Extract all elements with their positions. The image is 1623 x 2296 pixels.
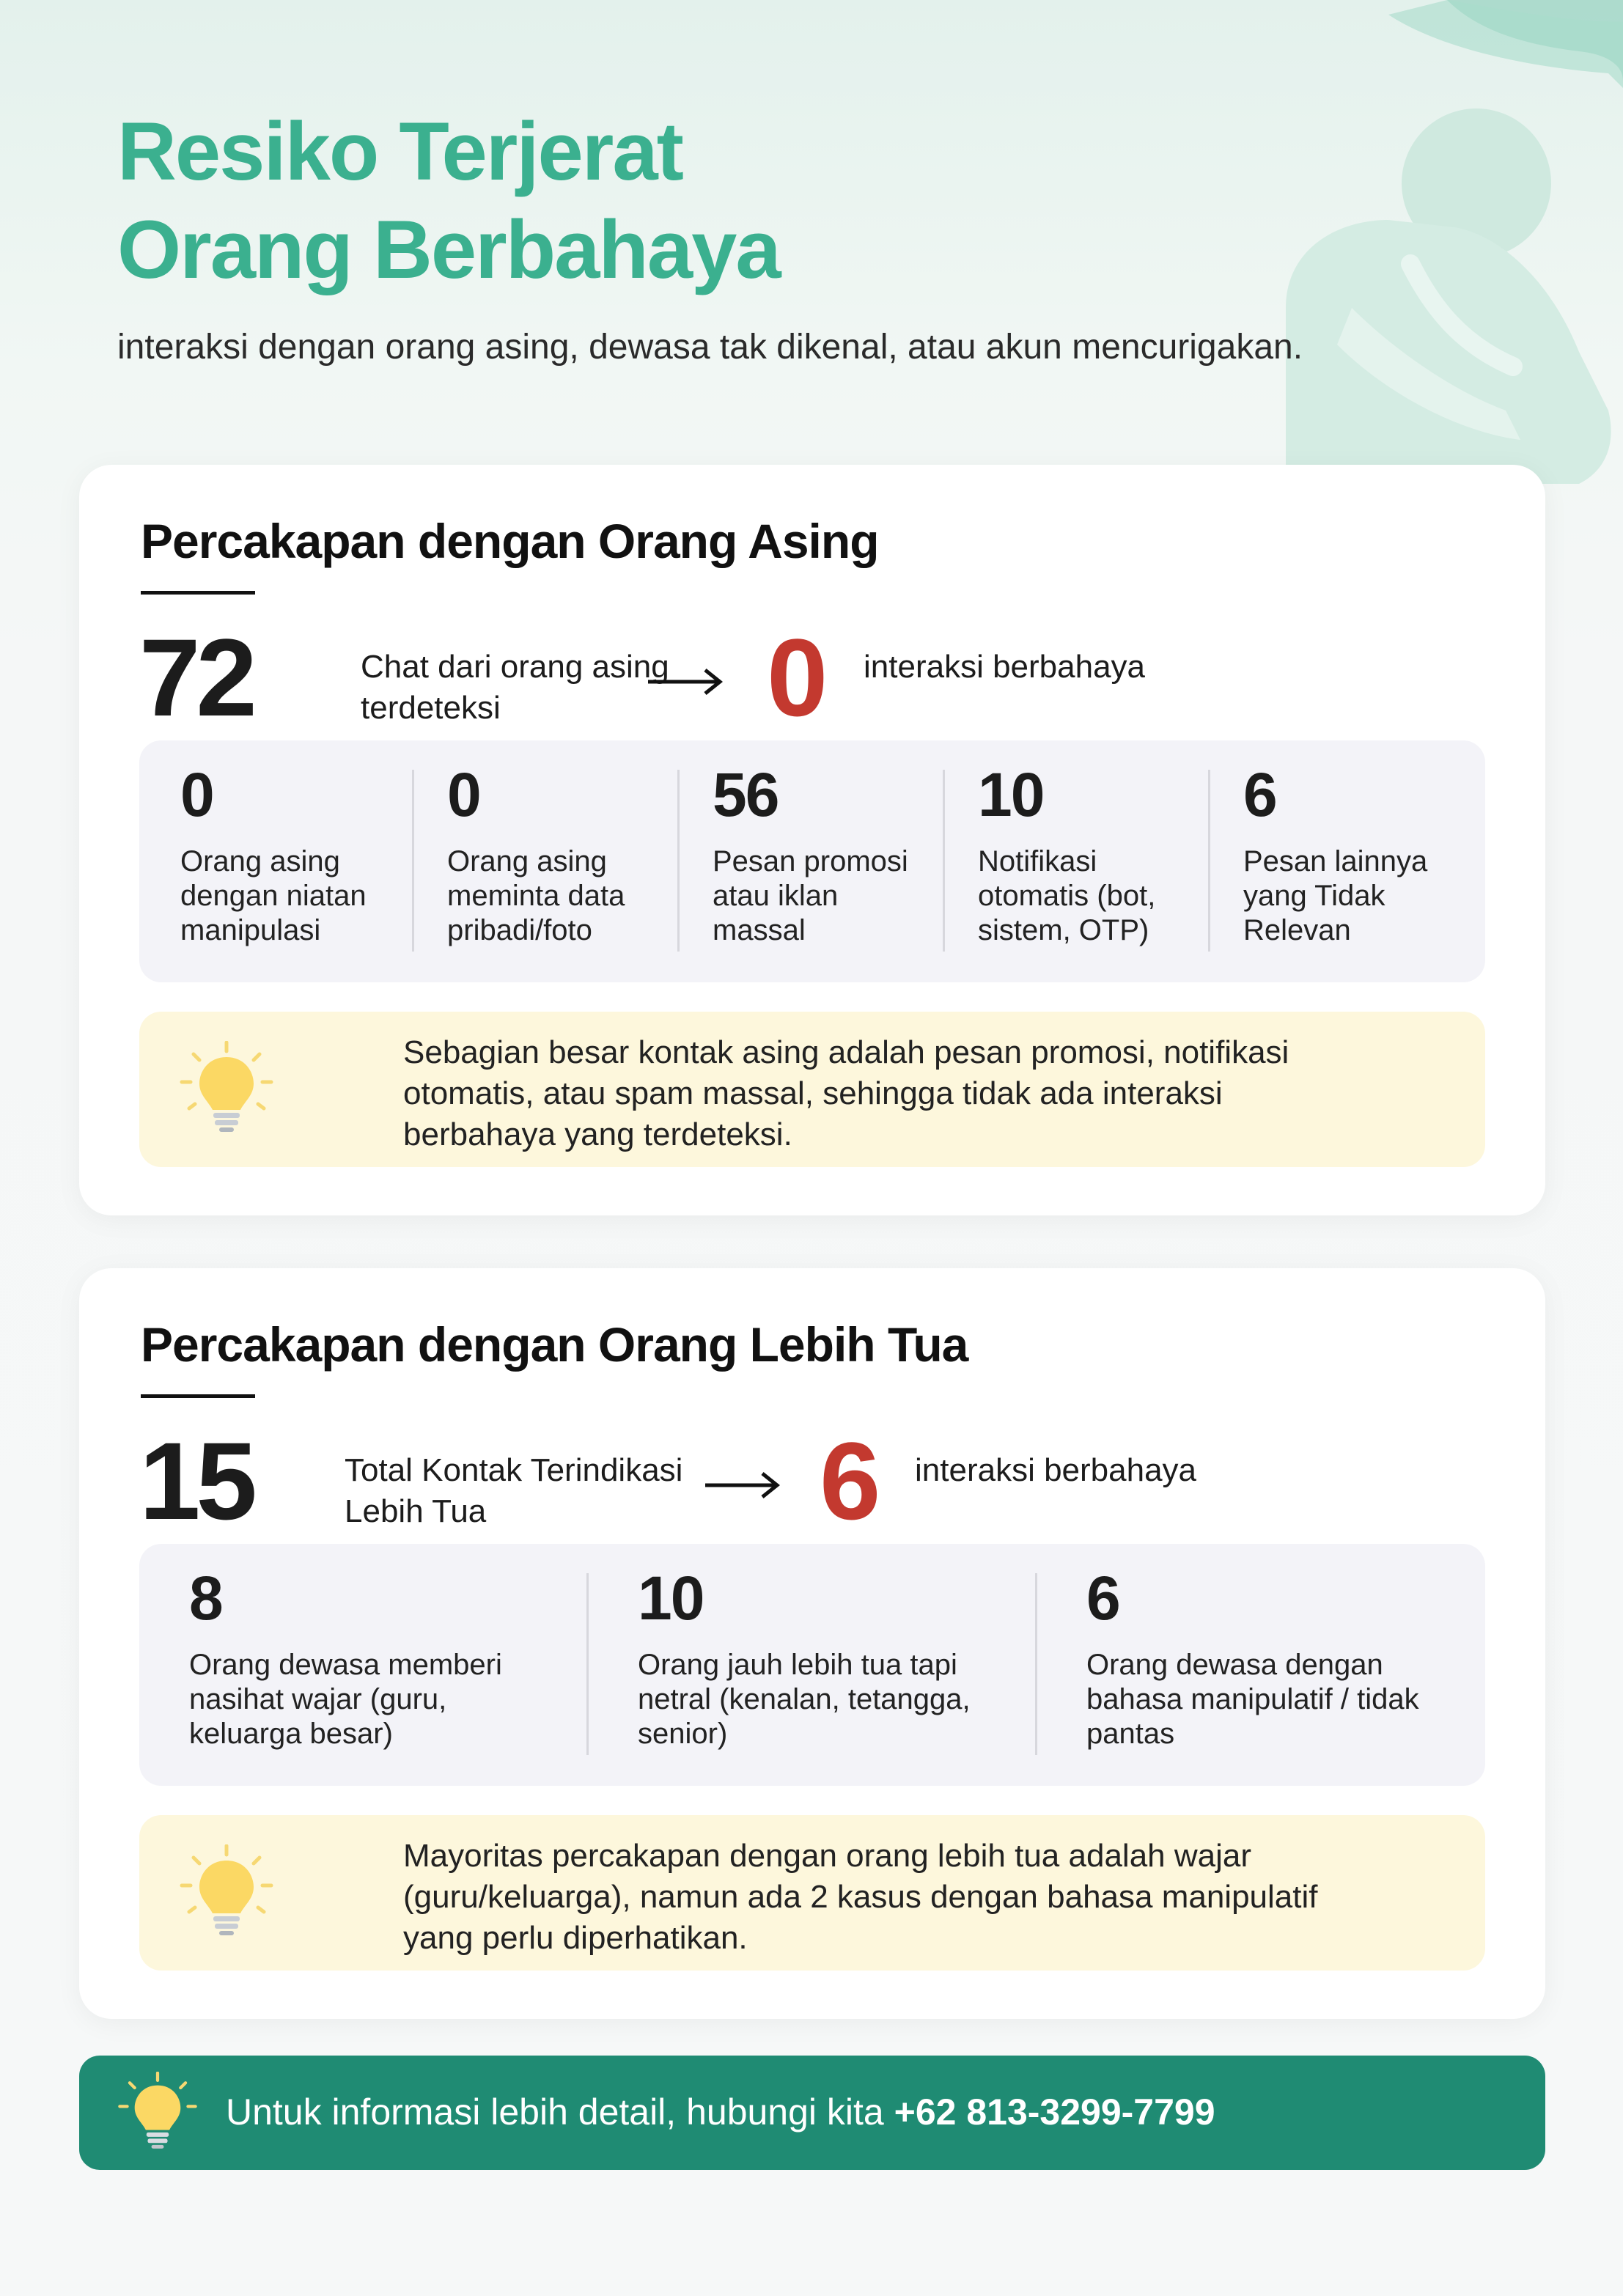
page-title-line2: Orang Berbahaya bbox=[117, 204, 780, 295]
stat-label: Pesan lainnya yang Tidak Relevan bbox=[1243, 845, 1428, 946]
arrow-right-icon bbox=[704, 1471, 780, 1500]
page-subtitle: interaksi dengan orang asing, dewasa tak dikenal, atau akun mencurigakan. bbox=[117, 328, 1303, 367]
stat-label: Orang jauh lebih tua tapi netral (kenalan, tetangga, senior) bbox=[638, 1649, 971, 1750]
stat-value: 10 bbox=[638, 1564, 704, 1633]
stat-divider bbox=[1035, 1573, 1037, 1755]
total-count: 72 bbox=[139, 616, 253, 739]
stat-value: 0 bbox=[447, 760, 480, 829]
header bbox=[117, 103, 1510, 367]
contact-phone-link[interactable]: +62 813-3299-7799 bbox=[894, 2091, 1215, 2133]
stat-label: Pesan promosi atau iklan massal bbox=[713, 845, 908, 946]
stat-value: 6 bbox=[1086, 1564, 1119, 1633]
total-count: 15 bbox=[139, 1419, 253, 1542]
summary-row bbox=[139, 611, 1459, 743]
summary-row bbox=[139, 1415, 1459, 1547]
title-underline bbox=[141, 1394, 255, 1398]
stat-label: Orang asing dengan niatan manipulasi bbox=[180, 845, 367, 946]
insight-box bbox=[139, 1815, 1485, 1971]
stat-value: 6 bbox=[1243, 760, 1276, 829]
lightbulb-icon bbox=[179, 1844, 274, 1940]
total-label: Chat dari orang asing terdeteksi bbox=[361, 649, 669, 726]
stat-value: 0 bbox=[180, 760, 213, 829]
stat-value: 8 bbox=[189, 1564, 222, 1633]
page-title bbox=[117, 103, 1510, 299]
stat-item bbox=[148, 1544, 588, 1786]
stat-item bbox=[139, 740, 406, 982]
page-title-line1: Resiko Terjerat bbox=[117, 106, 682, 197]
stat-item bbox=[597, 1544, 1037, 1786]
contact-banner bbox=[79, 2056, 1545, 2170]
contact-text bbox=[226, 2091, 1215, 2133]
stat-item bbox=[406, 740, 673, 982]
section-title: Percakapan dengan Orang Lebih Tua bbox=[141, 1317, 968, 1372]
stat-item bbox=[1045, 1544, 1485, 1786]
stat-divider bbox=[586, 1573, 589, 1755]
arrow-right-icon bbox=[647, 667, 723, 696]
insight-text: Mayoritas percakapan dengan orang lebih tua adalah wajar (guru/keluarga), namun ada 2 kasus dengan bahasa manipulatif yang perlu diperhatikan. bbox=[403, 1838, 1318, 1956]
insight-text: Sebagian besar kontak asing adalah pesan promosi, notifikasi otomatis, atau spam massal, sehingga tidak ada interaksi berbahaya yang terdeteksi. bbox=[403, 1034, 1289, 1152]
dangerous-count: 0 bbox=[767, 616, 824, 739]
stat-value: 10 bbox=[978, 760, 1044, 829]
section-title: Percakapan dengan Orang Asing bbox=[141, 514, 879, 568]
lightbulb-icon bbox=[179, 1041, 274, 1136]
dangerous-count: 6 bbox=[820, 1419, 877, 1542]
total-label: Total Kontak Terindikasi Lebih Tua bbox=[345, 1452, 683, 1529]
stat-label: Orang dewasa memberi nasihat wajar (guru, keluarga besar) bbox=[189, 1649, 502, 1750]
stat-item bbox=[671, 740, 938, 982]
stat-item bbox=[1202, 740, 1485, 982]
insight-box bbox=[139, 1012, 1485, 1167]
title-underline bbox=[141, 591, 255, 595]
older-people-section-card bbox=[79, 1268, 1545, 2019]
dangerous-label: interaksi berbahaya bbox=[915, 1452, 1197, 1488]
stat-item bbox=[937, 740, 1204, 982]
contact-label: Untuk informasi lebih detail, hubungi kita bbox=[226, 2091, 894, 2133]
stat-label: Notifikasi otomatis (bot, sistem, OTP) bbox=[978, 845, 1156, 946]
stat-value: 56 bbox=[713, 760, 779, 829]
stranger-section-card bbox=[79, 465, 1545, 1215]
stats-panel bbox=[139, 1544, 1485, 1786]
stat-label: Orang dewasa dengan bahasa manipulatif / tidak pantas bbox=[1086, 1649, 1419, 1750]
stat-label: Orang asing meminta data pribadi/foto bbox=[447, 845, 625, 946]
lightbulb-icon bbox=[117, 2072, 198, 2152]
dangerous-label: interaksi berbahaya bbox=[864, 649, 1146, 685]
stats-panel bbox=[139, 740, 1485, 982]
